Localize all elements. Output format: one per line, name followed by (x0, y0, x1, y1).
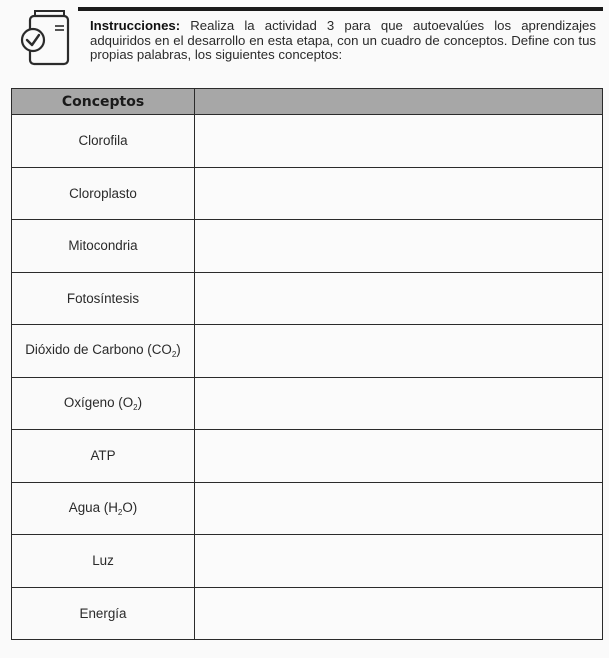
table-row (12, 377, 603, 430)
table-row (12, 430, 603, 483)
concept-term (12, 535, 195, 588)
concept-term (12, 272, 195, 325)
definition-cell[interactable] (195, 272, 603, 325)
concepts-table (11, 88, 603, 640)
concept-term (12, 325, 195, 378)
header-definition (195, 89, 603, 115)
concept-term-text: Fotosíntesis (66, 290, 140, 306)
table-row (12, 482, 603, 535)
concept-term (12, 377, 195, 430)
concept-term-suffix: O) (122, 499, 138, 515)
concept-term (12, 167, 195, 220)
definition-cell[interactable] (195, 587, 603, 640)
table-row (12, 115, 603, 168)
definition-cell[interactable] (195, 430, 603, 483)
table-row (12, 535, 603, 588)
definition-cell[interactable] (195, 220, 603, 273)
concept-term (12, 587, 195, 640)
table-header-row (12, 89, 603, 115)
concept-term-text: Luz (92, 553, 114, 569)
concept-term-text: Oxígeno (O (63, 394, 134, 410)
concept-term (12, 115, 195, 168)
definition-cell[interactable] (195, 377, 603, 430)
table-row (12, 167, 603, 220)
checklist-book-icon (20, 8, 76, 68)
concept-term (12, 430, 195, 483)
concept-term-suffix: ) (137, 394, 143, 410)
subscript: 2 (171, 350, 177, 360)
header-concepts: Conceptos (12, 89, 195, 115)
concept-term-suffix: ) (176, 342, 181, 358)
table-row (12, 220, 603, 273)
concept-term-text: Agua (H (68, 499, 118, 515)
concept-term-text: Mitocondria (68, 238, 138, 254)
concept-term-text: Energía (79, 605, 127, 621)
table-row (12, 325, 603, 378)
concept-term-text: Clorofila (78, 133, 128, 149)
subscript: 2 (133, 402, 138, 412)
definition-cell[interactable] (195, 325, 603, 378)
instructions-text (90, 19, 596, 63)
subscript: 2 (117, 507, 123, 517)
concept-term-text: Cloroplasto (69, 185, 137, 201)
instructions-body: Realiza la actividad 3 para que autoevalúes los aprendizajes adquiridos en el desarrollo en esta etapa, con un cuadro de conceptos. Define con tus propias palabras, los siguientes conceptos: (90, 18, 596, 63)
table-row (12, 272, 603, 325)
definition-cell[interactable] (195, 535, 603, 588)
concept-term-text: Dióxido de Carbono (CO (25, 342, 172, 358)
concept-term (12, 220, 195, 273)
concept-term-text: ATP (90, 448, 116, 464)
table-row (12, 587, 603, 640)
definition-cell[interactable] (195, 482, 603, 535)
definition-cell[interactable] (195, 167, 603, 220)
concept-term (12, 482, 195, 535)
top-rule (78, 7, 603, 11)
instructions-label: Instrucciones: (90, 18, 181, 33)
definition-cell[interactable] (195, 115, 603, 168)
